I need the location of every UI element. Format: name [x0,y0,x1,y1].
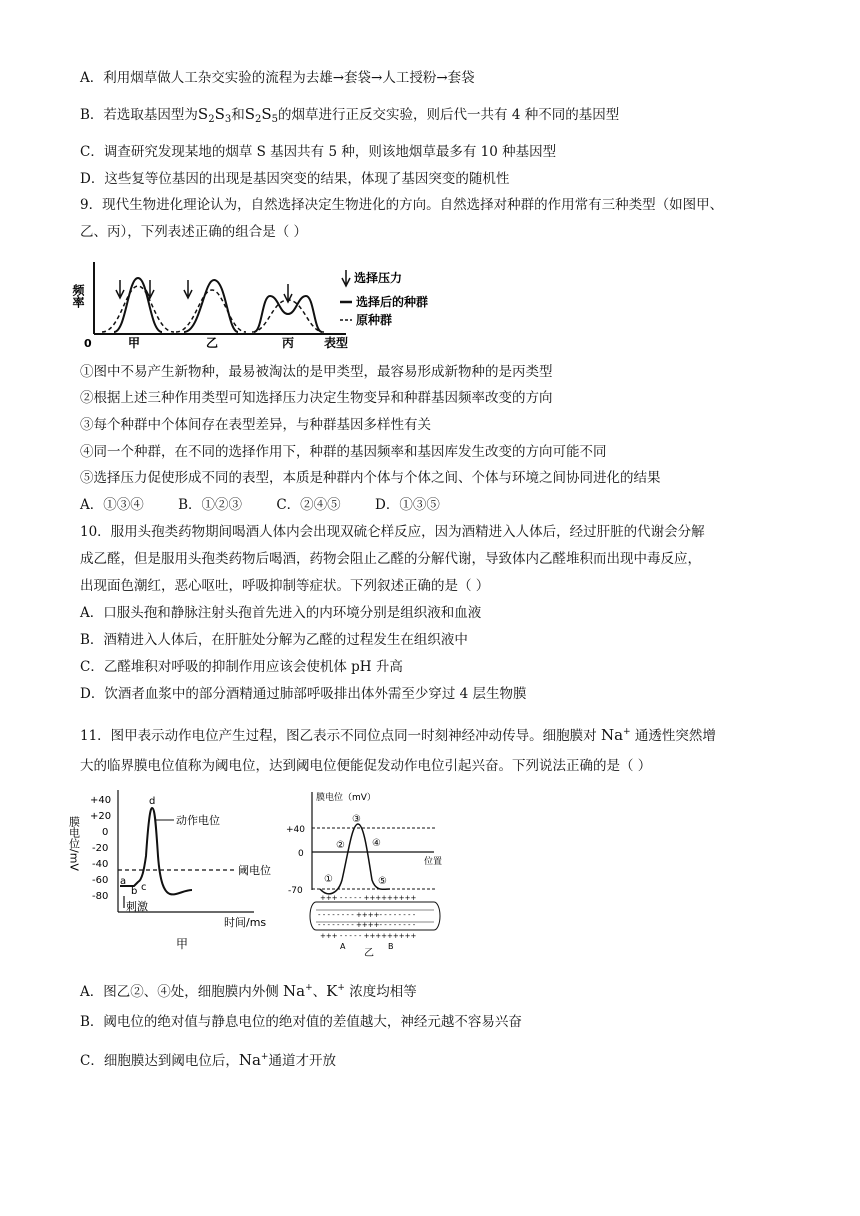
q10-option-a: A．口服头孢和静脉注射头孢首先进入的内环境分别是组织液和血液 [80,605,482,621]
q9-stem-line1: 9．现代生物进化理论认为，自然选择决定生物进化的方向。自然选择对种群的作用常有三种类型（如图甲、 [80,197,724,213]
svg-text:+++ - - - - - +++++++++: +++ - - - - - +++++++++ [320,894,417,902]
q9-statement-1: ①图中不易产生新物种，最易被淘汰的是甲类型，最容易形成新物种的是丙类型 [80,364,553,380]
panel-jia-selected [114,278,162,332]
panel-bing-label: 丙 [282,336,295,350]
panel-jia-original [102,286,174,332]
panel-yi-selected [184,280,238,332]
svg-text:-80: -80 [92,891,109,902]
fig-b-caption: 乙 [364,948,374,959]
svg-text:+40: +40 [90,795,112,806]
arrow-bing [284,284,292,302]
fig-b-ylabel: 膜电位（mV） [316,793,376,803]
selection-types-figure [71,256,456,352]
panel-yi-label: 乙 [206,336,219,350]
q8-option-b: B．若选取基因型为$S_2S_3$和$S_2S_5$的烟草进行正反交实验，则后代一共有 4 种不同的基因型 [80,105,620,125]
svg-text:+++ - - - - - +++++++++: +++ - - - - - +++++++++ [320,932,417,940]
svg-text:0: 0 [298,849,304,859]
stimulus-label: 刺激 [126,900,148,913]
legend-arrow-icon [342,270,350,286]
q11-option-b: B．阈电位的绝对值与静息电位的绝对值的差值越大，神经元越不容易兴奋 [80,1014,522,1030]
q10-option-b: B．酒精进入人体后，在肝脏处分解为乙醛的过程发生在组织液中 [80,632,468,648]
svg-text:d: d [149,796,156,807]
action-potential-figure [67,786,278,956]
q10-option-c: C．乙醛堆积对呼吸的抑制作用应该会使机体 pH 升高 [80,659,403,675]
svg-text:c: c [141,882,147,893]
fig-a-xlabel: 时间/ms [224,916,267,929]
axis-origin: 0 [84,337,92,350]
svg-text:b: b [131,886,138,897]
panel-bing-original [252,300,324,332]
q8-b-text: B．若选取基因型为 [80,107,198,123]
svg-text:-20: -20 [92,843,109,854]
q8-option-d: D．这些复等位基因的出现是基因突变的结果，体现了基因突变的随机性 [80,171,510,187]
q9-statement-3: ③每个种群中个体间存在表型差异，与种群基因多样性有关 [80,417,431,433]
fig-a-caption: 甲 [176,937,189,951]
q11-stem-line1: 11．图甲表示动作电位产生过程，图乙表示不同位点同一时刻神经冲动传导。细胞膜对 Na+ 通透性突然增 [80,726,716,744]
q9-statement-4: ④同一个种群，在不同的选择作用下，种群的基因频率和基因库发生改变的方向可能不同 [80,444,607,460]
svg-text:①: ① [324,874,333,885]
svg-text:+20: +20 [90,811,112,822]
genotype-2: $S_2S_5$ [244,105,279,125]
q9-stem-line2: 乙、丙），下列表述正确的组合是（ ） [80,224,308,240]
arrow-yi [184,280,192,298]
svg-text:- - - - - - - - ++++- - - - -: - - - - - - - - ++++- - - - - - - - [318,911,416,919]
legend-pressure: 选择压力 [354,271,403,285]
svg-text:-40: -40 [92,859,109,870]
svg-text:④: ④ [372,838,381,849]
q11-option-c: C．细胞膜达到阈电位后，Na+通道才开放 [80,1051,336,1069]
action-label: 动作电位 [176,814,220,827]
svg-text:- - - - - - - - ++++- - - - -: - - - - - - - - ++++- - - - - - - - [318,921,416,929]
svg-text:A: A [340,942,346,951]
svg-text:+40: +40 [286,825,305,835]
fig-a-ylabel: 膜电位/mV [67,816,81,871]
panel-jia-label: 甲 [128,336,141,350]
q8-option-a: A．利用烟草做人工杂交实验的流程为去雄→套袋→人工授粉→套袋 [80,70,475,86]
arrow-jia-left [116,280,124,298]
svg-text:0: 0 [102,827,109,838]
svg-text:a: a [120,876,127,887]
svg-text:③: ③ [352,814,361,825]
q11-option-a: A．图乙②、④处，细胞膜内外侧 Na+、K+ 浓度均相等 [80,982,417,1000]
q10-option-d: D．饮酒者血浆中的部分酒精通过肺部呼吸排出体外需至少穿过 4 层生物膜 [80,686,527,702]
q10-stem-line1: 10．服用头孢类药物期间喝酒人体内会出现双硫仑样反应，因为酒精进入人体后，经过肝脏的代谢会分解 [80,524,705,540]
q9-options: A．①③④ B．①②③ C．②④⑤ D．①③⑤ [80,497,440,513]
axis-ylabel: 频率 [71,284,85,308]
q9-statement-2: ②根据上述三种作用类型可知选择压力决定生物变异和种群基因频率改变的方向 [80,390,553,406]
svg-text:-60: -60 [92,875,109,886]
q9-statement-5: ⑤选择压力促使形成不同的表型，本质是种群内个体与个体之间、个体与环境之间协同进化的结果 [80,470,661,486]
threshold-label: 阈电位 [238,864,271,877]
svg-text:⑤: ⑤ [378,876,387,887]
genotype-1: $S_2S_3$ [197,105,232,125]
q11-stem-line2: 大的临界膜电位值称为阈电位，达到阈电位便能促发动作电位引起兴奋。下列说法正确的是（ ） [80,758,652,774]
legend-selected: 选择后的种群 [356,295,429,309]
q10-stem-line2: 成乙醛，但是服用头孢类药物后喝酒，药物会阻止乙醛的分解代谢，导致体内乙醛堆积而出现中毒反应， [80,551,701,567]
svg-text:-70: -70 [288,886,303,896]
svg-text:B: B [388,942,394,951]
nerve-conduction-figure [284,786,474,959]
fig-b-xlabel: 位置 [424,857,443,867]
svg-text:②: ② [336,840,345,851]
q10-stem-line3: 出现面色潮红，恶心呕吐，呼吸抑制等症状。下列叙述正确的是（ ） [80,578,490,594]
q8-option-c: C．调查研究发现某地的烟草 S 基因共有 5 种，则该地烟草最多有 10 种基因型 [80,144,557,160]
axis-xlabel: 表型 [324,336,349,350]
legend-original: 原种群 [356,313,393,327]
